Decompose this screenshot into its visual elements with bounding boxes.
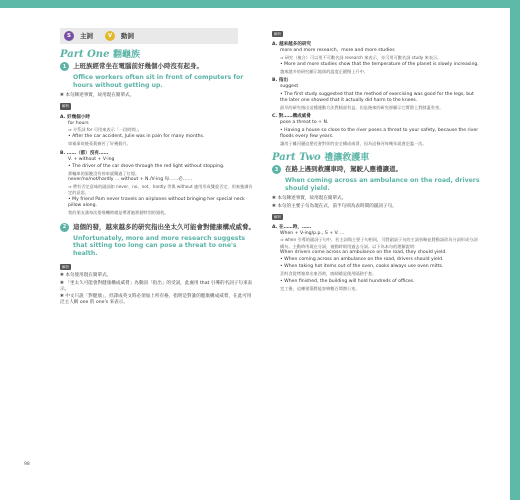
note: ✱ 本句使用現在簡單式。	[60, 273, 255, 279]
subject-label: 主詞	[80, 31, 93, 40]
note: ✱ 中文只說「對健康」，但譯成英文時必須加上所有格，指明是對誰的健康構成威脅，在此可用泛主人稱 one 的 one's 來表示。	[60, 294, 255, 306]
analysis-tag: 解析	[274, 32, 281, 36]
example-line: • When finished, the building will hold hundreds of offices.	[280, 279, 480, 285]
example-en: Unfortunately, more and more research suggests that sitting too long can pose a threat to one's health.	[73, 234, 246, 257]
part-one-title-zh: 翻龜族	[112, 50, 140, 60]
point-a-heading: A. 好幾個小時	[60, 114, 90, 120]
example-zh: 上班族經常坐在電腦前好幾個小時沒有起身。	[73, 62, 203, 71]
example-en: When coming across an ambulance on the road, drivers should yield.	[285, 177, 480, 192]
note: ✱ 本句陳述事實，故用現在簡單式。	[60, 93, 255, 99]
note-line: ⇒ 研究（複合）可以用不可數名詞 research 來表示，亦可用可數名詞 study 來表示。	[280, 54, 442, 60]
verb-label: 動詞	[121, 31, 134, 40]
part-two-title: Part Two	[272, 152, 321, 164]
pattern-line: for hours	[68, 120, 89, 126]
point-a-body	[280, 48, 480, 75]
translation-line: 烹飪食從烤箱拿出東西時，廚師總是使用隔熱手套。	[280, 271, 377, 277]
note-line: ⇒ when 引導的副詞子句中，若主詞與主要子句相同，可將副詞子句的主詞省略並將動詞改為分詞形成分詞構句。主動時用現在分詞，被動時則用過去分詞。以下為本句的理解說明：	[280, 237, 478, 249]
pattern-line: never/no/not/hardly … without + N./V-ing 每……必……	[68, 177, 193, 183]
analysis-tag: 解析	[62, 265, 69, 270]
point-a-body	[68, 121, 255, 148]
side-accent-bar	[510, 0, 520, 500]
page-number: 98	[24, 462, 30, 467]
example-3	[272, 165, 480, 174]
note-line: ⇒ 介系詞 for 可用來表示「一段時間」。	[68, 127, 142, 133]
book-page	[60, 28, 485, 488]
point-b-heading: B. ……（都）沒有……	[60, 150, 109, 156]
translation-line: 我的朋友潘每次搭飛機時總是帶著她那個特別的頸枕。	[68, 210, 169, 216]
note: ✱ 本句的主要子句為現在式，前半句則為表時間的副詞子句。	[272, 204, 480, 210]
example-number: 2	[60, 223, 69, 232]
pattern-line: pose a threat to + N.	[280, 120, 329, 126]
point-b-body	[280, 84, 480, 111]
pattern-line: more and more research、more and more studies	[280, 48, 395, 54]
translation-line: 那輛車的駕駛沒有停車就闖過了紅燈。	[68, 171, 140, 177]
analysis-tag: 解析	[62, 104, 69, 109]
example-line: • Having a house so close to the river poses a threat to your safety, because the river floods every few years.	[280, 128, 480, 140]
point-c-body	[280, 120, 480, 147]
translation-line: 越來越多的研究顯示地球的溫度正緩慢上升中。	[280, 69, 368, 75]
right-column	[272, 28, 480, 292]
left-column	[60, 28, 255, 307]
point-a-heading: A. 在……時，……	[272, 225, 312, 231]
part-one-heading	[60, 49, 255, 60]
pattern-line: When + V-ing/p.p., S + V. …	[280, 231, 345, 237]
example-line: • More and more studies show that the temperature of the planet is slowly increasing.	[280, 62, 480, 68]
note: ✱ 本句陳述事實，故用現在簡單式。	[272, 196, 480, 202]
note-line: ⇒ 帶有否定意味的副詞如 never、no、not、hardly 等與 without 連用形成雙重否定，用來強調肯定的意思。	[68, 183, 253, 195]
top-accent-bar	[0, 0, 520, 8]
example-number: 3	[272, 165, 281, 174]
part-two-heading	[272, 152, 480, 164]
legend	[60, 28, 238, 44]
example-line: • The first study suggested that the method of exercising was good for the legs, but the later one showed that it actually did harm to the knees.	[280, 92, 480, 104]
example-zh: 這個的發，越來越多的研究指出坐太久可能會對健康構成威脅。	[73, 222, 255, 231]
example-1	[60, 62, 255, 71]
point-b-heading: B. 指出	[272, 78, 289, 84]
example-zh: 在路上遇到救護車時，駕駛人應禮讓道。	[285, 165, 402, 174]
note: ✱ 「坐太久可能會對健康構成威脅」為動詞「指出」的受詞，此處用 that 引導的名詞子句來表示。	[60, 281, 255, 293]
part-one-title: Part One	[60, 49, 110, 60]
example-number: 1	[60, 62, 69, 71]
example-line: • The driver of the car drove through the red light without stopping.	[68, 164, 255, 170]
example-2	[60, 223, 255, 232]
verb-badge: V	[105, 31, 115, 41]
example-en: Office workers often sit in front of computers for hours without getting up.	[73, 74, 244, 89]
translation-line: 讓房子離河邊這麼近會對你的安全構成威脅，因為這條河每幾年就會氾濫一次。	[280, 141, 427, 147]
example-line: • When taking hot items out of the oven, cooks always use oven mitts.	[280, 264, 480, 270]
example-line: When drivers come across an ambulance on the road, they should yield.	[280, 249, 447, 255]
translation-line: 最早的研究指出這種運動方法對腿部有益，但是後來的研究卻顯示它實際上對膝蓋有害。	[280, 105, 444, 111]
point-b-body	[68, 157, 255, 217]
example-line: • After the car accident, Julie was in pain for many months.	[68, 134, 255, 140]
part-two-title-zh: 禮讓救護車	[324, 153, 370, 164]
translation-line: 完工後，這棟建築將能容納數百間辦公室。	[280, 285, 360, 291]
pattern-line: suggest	[280, 84, 299, 90]
translation-line: 車禍事故後茱莉痛苦了好幾個月。	[68, 141, 131, 147]
example-line: • My friend Pam never travels on airplanes without bringing her special neck pillow along.	[68, 197, 255, 209]
pattern-line: V. + without + V-ing	[68, 156, 115, 162]
point-c-heading: C. 對……構成威脅	[272, 114, 311, 120]
example-line: • When coming across an ambulance on the road, drivers should yield.	[280, 257, 480, 263]
analysis-tag: 解析	[274, 214, 281, 219]
point-a-body	[280, 231, 480, 292]
point-a-heading: A. 越來越多的研究	[272, 42, 312, 48]
subject-badge: S	[64, 31, 74, 41]
